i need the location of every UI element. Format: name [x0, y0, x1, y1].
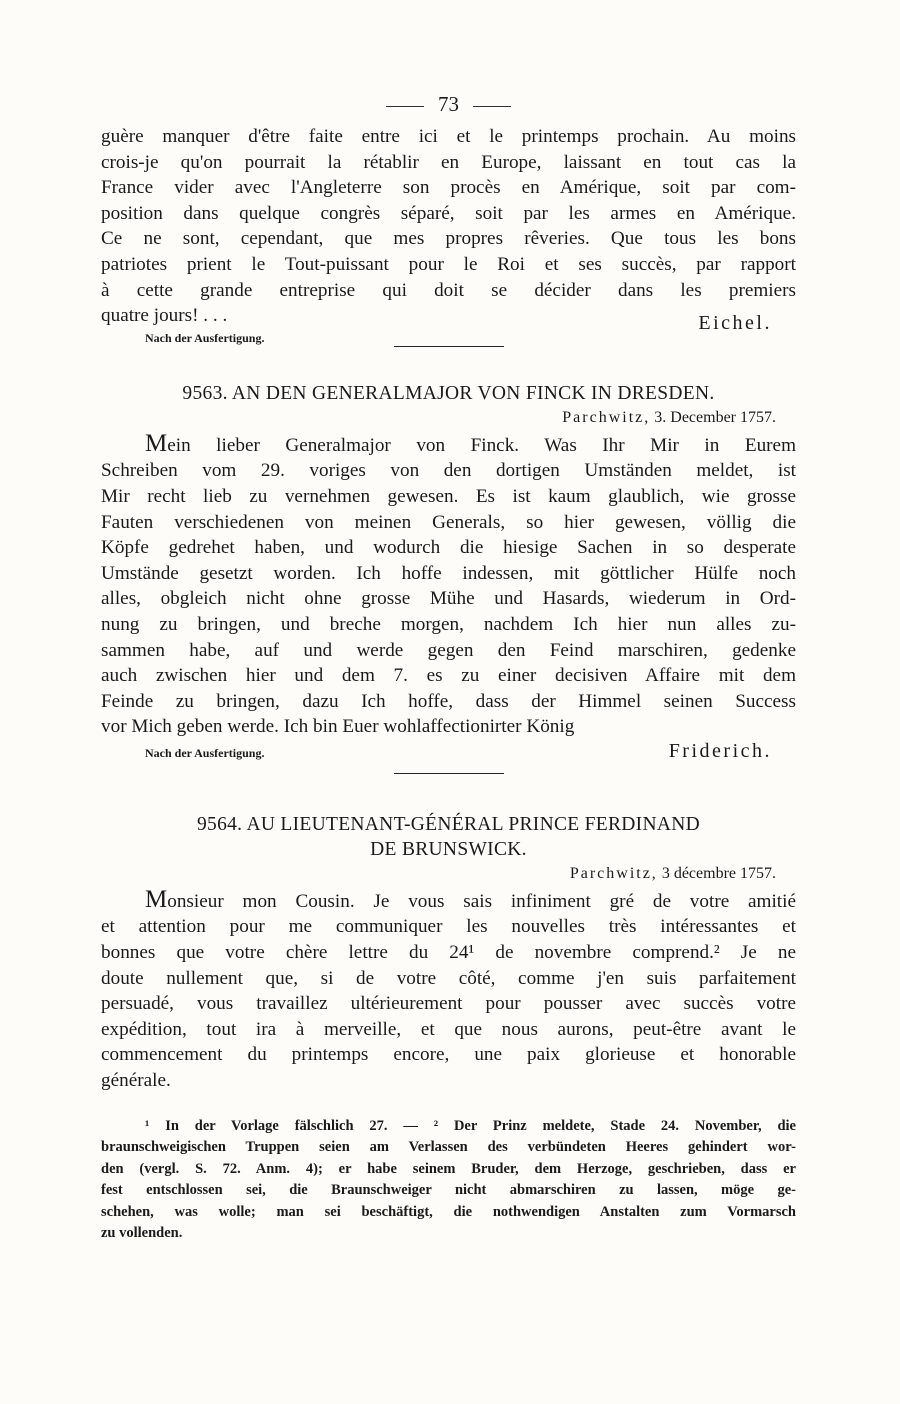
text-line: crois-je qu'on pourrait la rétablir en Europe, laissant en tout cas la — [101, 151, 796, 173]
text-line: Feinde zu bringen, dazu Ich hoffe, dass der Himmel seinen Success — [101, 690, 796, 712]
page-number: 73 — [438, 92, 459, 116]
footnote-line: den (vergl. S. 72. Anm. 4); er habe seinem Bruder, dem Herzoge, geschrieben, dass er — [101, 1160, 796, 1177]
initial-letter: M — [145, 429, 168, 457]
dateline-9563 — [101, 409, 776, 431]
text-line: Umstände gesetzt worden. Ich hoffe indessen, mit göttlicher Hülfe noch — [101, 562, 796, 584]
footnote-line: ¹ In der Vorlage fälschlich 27. — ² Der Prinz meldete, Stade 24. November, die — [145, 1117, 796, 1134]
letter-heading-9564: 9564. AU LIEUTENANT-GÉNÉRAL PRINCE FERDINAND — [196, 813, 701, 835]
header-dash-left — [386, 106, 424, 107]
text-line: Mein lieber Generalmajor von Finck. Was Ihr Mir in Eurem — [145, 429, 796, 457]
dateline-date: 3. December 1757. — [654, 408, 776, 426]
source-note: Nach der Ausfertigung. — [145, 330, 265, 345]
text-line: nung zu bringen, und breche morgen, nachdem Ich hier nun alles zu- — [101, 613, 796, 635]
text-line: auch zwischen hier und dem 7. es zu einer decisiven Affaire mit dem — [101, 665, 796, 687]
text-line: France vider avec l'Angleterre son procès en Amérique, soit par com- — [101, 177, 796, 199]
footnote-line: fest entschlossen sei, die Braunschweiger nicht abmarschiren zu lassen, möge ge- — [101, 1182, 796, 1199]
initial-letter: M — [145, 885, 168, 913]
letter-heading-9563: 9563. AN DEN GENERALMAJOR VON FINCK IN DRESDEN. — [182, 382, 715, 404]
footnotes — [101, 1116, 796, 1245]
source-note: Nach der Ausfertigung. — [145, 745, 265, 760]
text-line: Fauten verschiedenen von meinen Generals, so hier gewesen, völlig die — [101, 511, 796, 533]
text-line: bonnes que votre chère lettre du 24¹ de novembre comprend.² Je ne — [101, 942, 796, 964]
text-line: sammen habe, auf und werde gegen den Feind marschiren, gedenke — [101, 639, 796, 661]
letter-body-9563 — [101, 431, 796, 740]
text-line: Mir recht lieb zu vernehmen gewesen. Es ist kaum glaublich, wie grosse — [101, 485, 796, 507]
dateline-9564 — [101, 865, 776, 887]
dateline-place: Parchwitz, — [562, 408, 651, 426]
text-line: Ce ne sont, cependant, que mes propres rêveries. Que tous les bons — [101, 228, 796, 250]
letter-body-9564 — [101, 887, 796, 1094]
text-line: persuadé, vous travaillez ultérieurement pour pousser avec succès votre — [101, 993, 796, 1015]
text-line: Schreiben vom 29. voriges von den dortigen Umständen meldet, ist — [101, 460, 796, 482]
dateline-date: 3 décembre 1757. — [661, 864, 776, 882]
text-line: alles, obgleich nicht ohne grosse Mühe und Hasards, wiederum in Ord- — [101, 588, 796, 610]
letter-continuation-text — [101, 124, 796, 335]
text-line: vor Mich geben werde. Ich bin Euer wohlaffectionirter König — [101, 716, 575, 738]
text-line: Köpfe gedrehet haben, und wodurch die hiesige Sachen in so desperate — [101, 537, 796, 559]
text-line: à cette grande entreprise qui doit se décider dans les premiers — [101, 279, 796, 301]
page-number-header — [101, 84, 796, 124]
signature-eichel: Eichel. — [698, 312, 772, 335]
text-line: position dans quelque congrès séparé, soit par les armes en Amérique. — [101, 202, 796, 224]
footnote-line: zu vollenden. — [101, 1225, 183, 1242]
text-line: doute nullement que, si de votre côté, comme j'en suis parfaitement — [101, 967, 796, 989]
letter-heading-9564-cont: DE BRUNSWICK. — [370, 838, 527, 860]
text-line: expédition, tout ira à merveille, et que nous aurons, peut-être avant le — [101, 1018, 796, 1040]
footnote-line: schehen, was wolle; man sei beschäftigt, die nothwendigen Anstalten zum Vormarsch — [101, 1203, 796, 1220]
signature-friderich: Friderich. — [668, 739, 772, 762]
text-line: et attention pour me communiquer les nouvelles très intéressantes et — [101, 916, 796, 938]
header-dash-right — [473, 106, 511, 107]
text-line: patriotes prient le Tout-puissant pour le Roi et ses succès, par rapport — [101, 253, 796, 275]
text-line: Monsieur mon Cousin. Je vous sais infiniment gré de votre amitié — [145, 885, 796, 913]
text-line: guère manquer d'être faite entre ici et le printemps prochain. Au moins — [101, 126, 796, 147]
dateline-place: Parchwitz, — [569, 864, 658, 882]
text-line: quatre jours! . . . — [101, 305, 228, 327]
text-line: générale. — [101, 1070, 171, 1092]
footnote-line: braunschweigischen Truppen seien am Verlassen des verbündeten Heeres gehindert wor- — [101, 1139, 796, 1156]
text-line: commencement du printemps encore, une paix glorieuse et honorable — [101, 1044, 796, 1066]
book-page — [101, 84, 796, 1245]
